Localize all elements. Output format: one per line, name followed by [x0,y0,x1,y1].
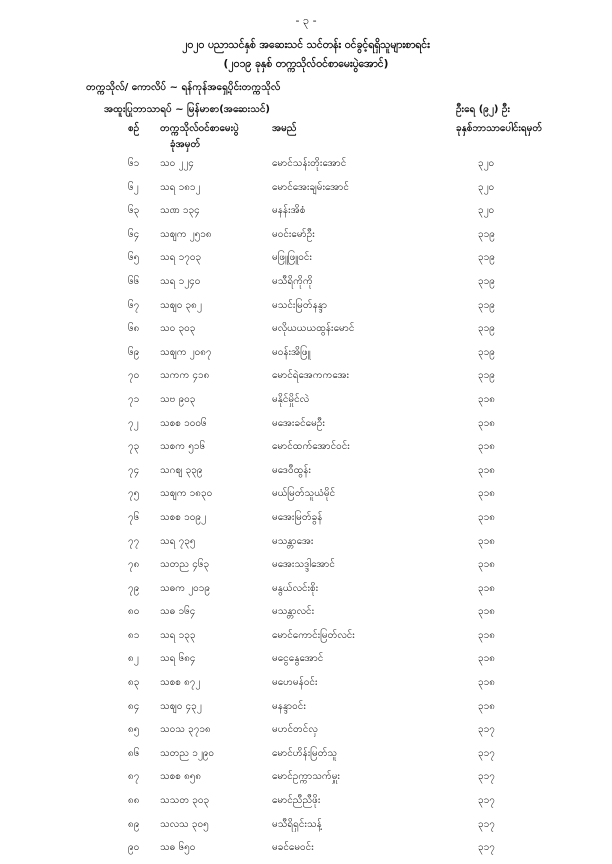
student-name: မခင်မေဝင်း [272,842,314,854]
table-row [0,651,612,675]
roll-number: သဈ၀ ၃၈၂ [160,299,202,311]
score-value: ၃၁၈ [478,417,495,429]
student-name: မသီရိကိုကို [272,275,313,287]
score-value: ၃၁၇ [478,842,495,854]
score-value: ၃၁၇ [478,818,495,830]
score-value: ၃၁၉ [478,370,495,382]
roll-number: သရ ၁၂၄၀ [160,275,201,287]
roll-number: သတည ၁၂၉၀ [160,747,215,759]
student-name: မဟေမန်ဝင်း [272,677,318,689]
row-number: ၈၇ [128,771,140,783]
roll-number: သစစ ၈၅၈ [160,771,202,783]
row-number: ၆၆ [128,275,140,287]
row-number: ၇၆ [128,511,140,523]
row-number: ၈၁ [128,629,140,641]
table-row [0,557,612,581]
score-value: ၃၁၈ [478,653,495,665]
score-value: ၃၁၈ [478,393,495,405]
roll-number: သလသ ၃၀၅ [160,818,209,830]
table-row [0,345,612,369]
row-number: ၆၉ [128,346,140,358]
student-name: မသန္တာအေး [272,535,314,547]
page-number: - ၃ - [295,14,317,27]
student-name: မသင်းမြတ်နန္ဒာ [272,299,328,311]
table-row [0,156,612,180]
table-row [0,817,612,841]
table-row [0,534,612,558]
score-value: ၃၁၇ [478,771,495,783]
table-row [0,699,612,723]
score-value: ၃၁၈ [478,535,495,547]
roll-number: သစစ ၁၀၉၂ [160,511,206,523]
row-number: ၆၅ [128,252,140,264]
student-name: မဒေဝီထွန်း [272,464,311,476]
column-header-name: အမည် [272,123,297,134]
row-number: ၇၅ [128,488,140,500]
row-number: ၇၈ [128,559,140,571]
total-count-label: ဦးရေ (၉၂) ဦး [456,104,510,115]
student-name: မငွေနွေအောင် [272,653,324,665]
roll-number: သသတ ၃၀၃ [160,795,210,807]
column-header-no: စဉ် [128,123,140,134]
row-number: ၈၉ [128,818,140,830]
row-number: ၇၁ [128,393,140,405]
table-row [0,581,612,605]
student-name: မောင်ဥက္ကာသက်မှူး [272,771,340,783]
student-name: မောင်ညီညီဖိုး [272,795,321,807]
score-value: ၃၁၈ [478,488,495,500]
score-value: ၃၂၀ [478,205,495,217]
roll-number: သဓ ၆၅၀ [160,842,196,854]
row-number: ၈၈ [128,795,140,807]
row-number: ၆၂ [128,181,139,193]
column-header-roll-number-line2: ခုံအမှတ် [170,139,201,150]
row-number: ၆၁ [128,158,140,169]
table-row [0,463,612,487]
score-value: ၃၂၀ [478,181,495,193]
row-number: ၇၇ [128,535,140,547]
row-number: ၇၀ [128,370,140,382]
table-row [0,604,612,628]
score-value: ၃၁၈ [478,559,495,571]
score-value: ၃၁၈ [478,582,495,594]
score-value: ၃၁၈ [478,677,495,689]
table-row [0,368,612,392]
row-number: ၆၄ [128,228,140,240]
roll-number: သစစ ၈၇၂ [160,677,201,689]
row-number: ၉၀ [128,842,140,854]
table-row [0,840,612,864]
roll-number: သဝ ၃၀၃ [160,323,196,335]
roll-number: သဈ၀ ၄၃၂ [160,700,202,712]
table-row [0,416,612,440]
score-value: ၃၁၇ [478,795,495,807]
student-name: မဖြူဖြူဝင်း [272,252,312,264]
roll-number: သရ ၁၈၁၂ [160,181,201,193]
table-row [0,675,612,699]
table-row [0,722,612,746]
row-number: ၇၉ [128,582,140,594]
table-row [0,510,612,534]
column-header-roll-number: တက္ကသိုလ်ဝင်စာမေးပွဲ [160,123,239,134]
table-row [0,392,612,416]
subject-label: အထူးပြုဘာသာရပ် ~ မြန်မာစာ(အဆေးသင်) [104,104,270,115]
roll-number: သဗ ၉၀၃ [160,393,196,405]
score-value: ၃၁၇ [478,724,495,736]
table-row [0,250,612,274]
table-row [0,227,612,251]
student-name: မောင်ကောင်းမြတ်လင်း [272,629,355,641]
roll-number: သစက ၅၁၆ [160,441,206,453]
roll-number: သရ ၇၃၅ [160,535,196,547]
student-name: မောင်ထက်အောင်ဝင်း [272,441,350,453]
table-row [0,486,612,510]
row-number: ၈၄ [128,700,140,712]
results-table [0,156,612,864]
student-name: မောင်အေးချမ်းအောင် [272,181,349,193]
student-name: မဝန်းအိဖြူ [272,346,311,358]
score-value: ၃၁၉ [478,323,495,335]
student-name: မောင်ဟိန်းမြတ်သူ [272,747,338,759]
table-row [0,793,612,817]
table-row [0,628,612,652]
row-number: ၈၅ [128,724,140,736]
table-row [0,321,612,345]
row-number: ၈၆ [128,747,140,759]
row-number: ၇၃ [128,441,140,453]
student-name: မဟင်တင်လှ [272,724,318,736]
student-name: မသန္တာလင်း [272,606,315,618]
student-name: မောင်သန်းတိုးအောင် [272,158,347,169]
row-number: ၈၂ [128,653,139,665]
roll-number: သဈက ၁၈၃၀ [160,488,213,500]
student-name: မောင်ရဲအေကကအေး [272,370,350,382]
student-name: မယ်မြတ်သူယံမိုင် [272,488,336,500]
table-row [0,439,612,463]
row-number: ၇၂ [128,417,139,429]
document-subtitle: (၂၀၁၉ ခုနှစ် တက္ကသိုလ်ဝင်စာမေးပွဲအောင်) [223,58,389,70]
score-value: ၃၂၀ [478,158,495,169]
roll-number: သဝသ ၃၇၁၈ [160,724,211,736]
student-name: မနန်းအိစံ [272,205,306,217]
score-value: ၃၁၉ [478,228,495,240]
roll-number: သဂဈ ၃၃၉ [160,464,203,476]
roll-number: သဈက ၂၅၁၈ [160,228,212,240]
student-name: မအေးသဒ္ဒါအောင် [272,559,335,571]
row-number: ၈၃ [128,677,140,689]
table-row [0,180,612,204]
table-row [0,274,612,298]
student-name: မနွယ်လင်းစိုး [272,582,319,594]
table-row [0,203,612,227]
table-row [0,746,612,770]
student-name: မသီရိရှင်းသန့် [272,818,322,830]
student-name: မအေးမြတ်ခွန် [272,511,323,523]
score-value: ၃၁၈ [478,700,495,712]
student-name: မလိုယယယထွန်းမောင် [272,323,355,335]
score-value: ၃၁၉ [478,299,495,311]
student-name: မနိုင်မှိုင်လဲ [272,393,310,405]
table-row [0,298,612,322]
roll-number: သရ ၆၈၄ [160,653,196,665]
row-number: ၆၈ [128,323,140,335]
roll-number: သဓက ၂၀၁၉ [160,582,211,594]
score-value: ၃၁၈ [478,511,495,523]
student-name: မဝင်းမော်ဦး [272,228,315,240]
roll-number: သရ ၁၇၀၃ [160,252,202,264]
score-value: ၃၁၉ [478,346,495,358]
roll-number: သရ ၁၃၃ [160,629,196,641]
score-value: ၃၁၈ [478,606,495,618]
roll-number: သဓ ၁၆၄ [160,606,196,618]
roll-number: သတည ၄၆၃ [160,559,210,571]
row-number: ၇၄ [128,464,140,476]
row-number: ၆၃ [128,205,140,217]
score-value: ၃၁၇ [478,747,495,759]
university-label: တက္ကသိုလ်/ ကောလိပ် ~ ရန်ကုန်အရှေ့ပိုင်းတက္ကသိုလ် [86,82,281,93]
roll-number: သဝ ၂၂၄ [160,158,194,169]
row-number: ၈၀ [128,606,140,618]
roll-number: သစစ ၁၀၀၆ [160,417,207,429]
roll-number: သကက ၄၁၈ [160,370,210,382]
score-value: ၃၁၉ [478,252,495,264]
score-value: ၃၁၉ [478,275,495,287]
student-name: မနန္ဒာဝင်း [272,700,306,712]
roll-number: သဈက ၂၀၈၇ [160,346,212,358]
score-value: ၃၁၈ [478,464,495,476]
table-row [0,769,612,793]
column-header-score: ခုနှစ်ဘာသာပေါင်းရမှတ် [456,123,543,134]
student-name: မအေးခင်မေဦး [272,417,325,429]
row-number: ၆၇ [128,299,140,311]
score-value: ၃၁၈ [478,441,495,453]
roll-number: သဏ ၁၃၄ [160,205,200,217]
score-value: ၃၁၈ [478,629,495,641]
document-title: ၂၀၂၀ ပညာသင်နှစ် အဆေးသင် သင်တန်း ဝင်ခွင့်ရရှိသူများစာရင်း [182,39,430,51]
